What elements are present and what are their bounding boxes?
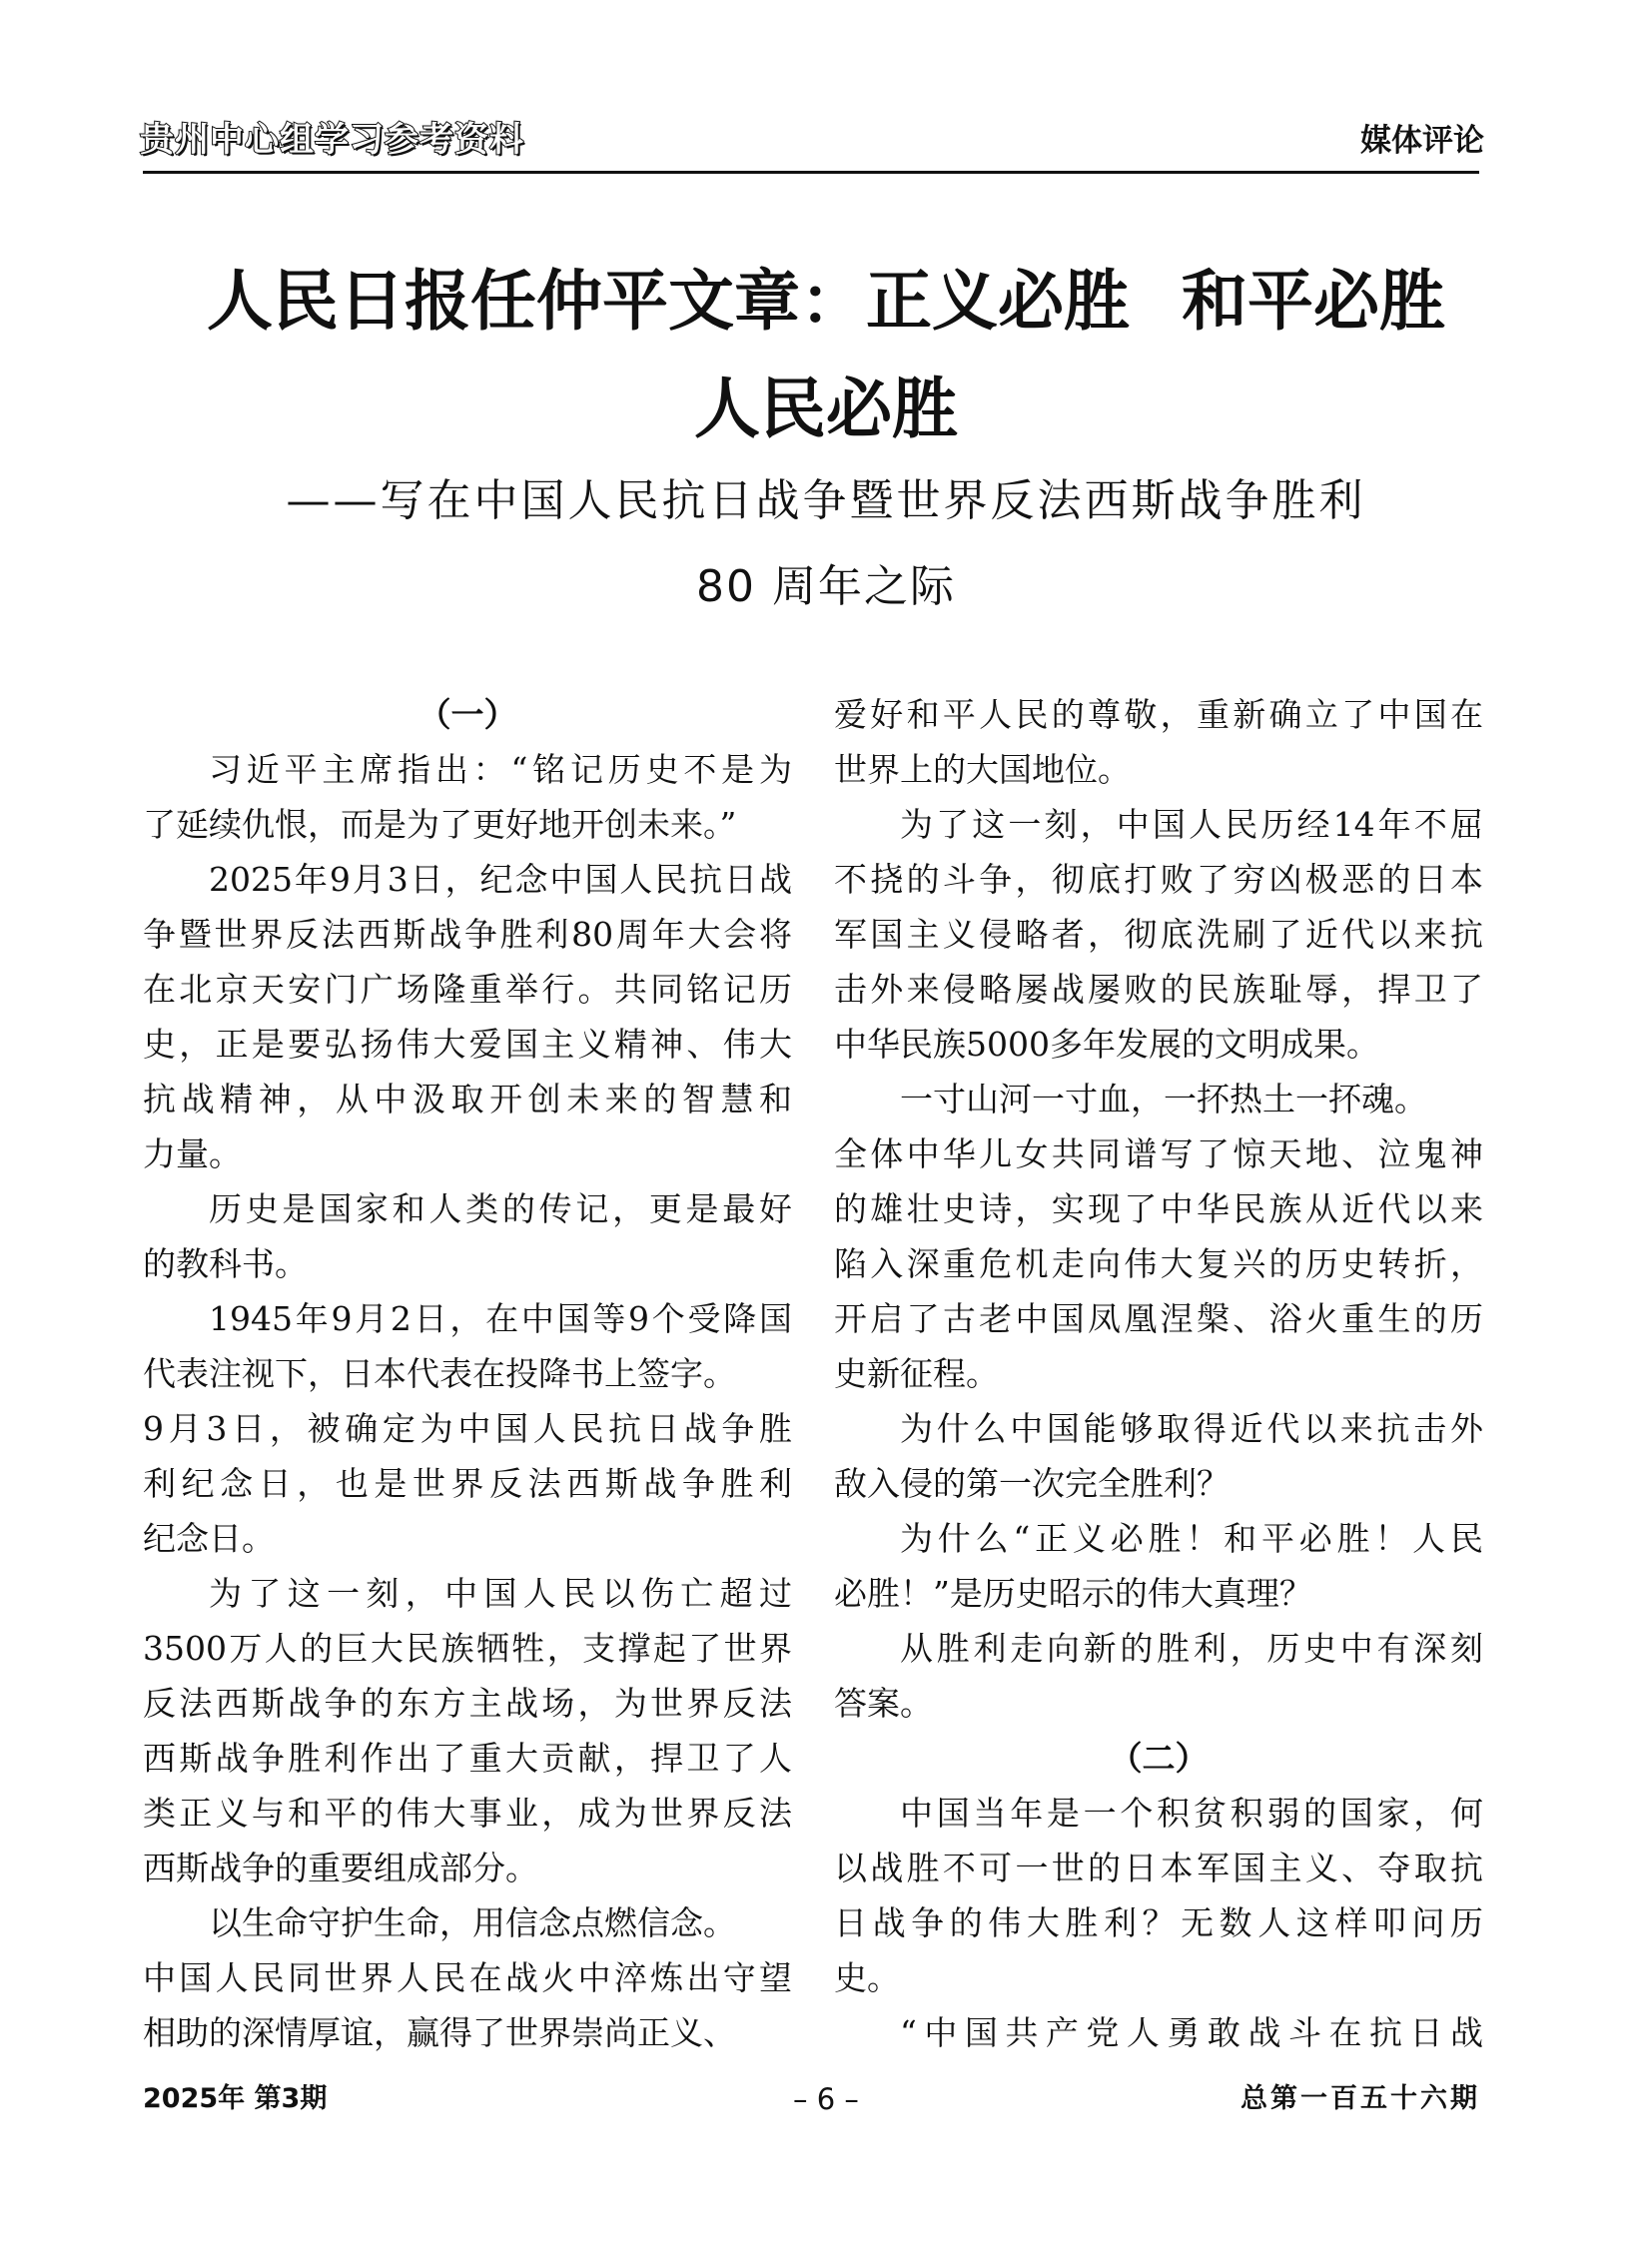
- body-line: 陷入深重危机走向伟大复兴的历史转折，: [834, 1244, 1483, 1283]
- body-line: 相助的深情厚谊，赢得了世界崇尚正义、: [143, 2013, 736, 2052]
- body-line: 击外来侵略屡战屡败的民族耻辱，捍卫了: [834, 970, 1483, 1009]
- body-line: 反法西斯战争的东方主战场，为世界反法: [143, 1684, 792, 1723]
- body-line: 军国主义侵略者，彻底洗刷了近代以来抗: [834, 915, 1483, 954]
- body-line: 了延续仇恨，而是为了更好地开创未来。”: [143, 805, 737, 844]
- article-title-line-1: [100, 262, 1552, 342]
- body-line: 答案。: [834, 1684, 933, 1723]
- body-line: 中华民族5000多年发展的文明成果。: [834, 1025, 1379, 1064]
- header-divider: [143, 171, 1479, 174]
- body-line: 西斯战争的重要组成部分。: [143, 1849, 538, 1887]
- body-line: 习近平主席指出：“铭记历史不是为: [209, 750, 792, 789]
- body-line: 中国当年是一个积贫积弱的国家，何: [900, 1794, 1483, 1833]
- body-line: 纪念日。: [143, 1519, 275, 1558]
- total-issue-number: 总第一百五十六期: [1240, 2083, 1480, 2114]
- body-line: 3500万人的巨大民族牺牲，支撑起了世界: [143, 1629, 792, 1668]
- article-title-line-2: 人民必胜: [694, 371, 958, 447]
- body-line: 全体中华儿女共同谱写了惊天地、泣鬼神: [834, 1134, 1483, 1173]
- body-line: 敌入侵的第一次完全胜利？: [834, 1464, 1230, 1503]
- body-line: 史。: [834, 1958, 900, 1997]
- body-line: 9月3日，被确定为中国人民抗日战争胜: [143, 1409, 792, 1448]
- body-line: 力量。: [143, 1134, 242, 1173]
- body-line: 从胜利走向新的胜利，历史中有深刻: [900, 1629, 1483, 1668]
- article-subtitle-line-1: ——写在中国人民抗日战争暨世界反法西斯战争胜利: [286, 475, 1366, 526]
- body-line: 为了这一刻，中国人民历经14年不屈: [900, 805, 1483, 844]
- body-line: 日战争的伟大胜利？无数人这样叩问历: [834, 1903, 1483, 1942]
- body-line: 代表注视下，日本代表在投降书上签字。: [143, 1354, 736, 1393]
- body-line: 中国人民同世界人民在战火中淬炼出守望: [143, 1958, 792, 1997]
- body-line: 利纪念日，也是世界反法西斯战争胜利: [143, 1464, 792, 1503]
- section-name: 媒体评论: [1360, 123, 1484, 159]
- body-line: 以战胜不可一世的日本军国主义、夺取抗: [834, 1849, 1483, 1887]
- article-title-part-b: 和平必胜: [1182, 263, 1445, 340]
- body-line: 类正义与和平的伟大事业，成为世界反法: [143, 1794, 792, 1833]
- body-line: 的教科书。: [143, 1244, 308, 1283]
- body-line: 在北京天安门广场隆重举行。共同铭记历: [143, 970, 792, 1009]
- article-title-part-a: 人民日报任仲平文章：正义必胜: [207, 263, 1130, 340]
- body-line: 一寸山河一寸血，一抔热土一抔魂。: [900, 1080, 1427, 1119]
- body-line: 为什么“正义必胜！和平必胜！人民: [900, 1519, 1483, 1558]
- body-line: 必胜！”是历史昭示的伟大真理？: [834, 1574, 1312, 1613]
- body-line: 2025年9月3日，纪念中国人民抗日战: [209, 860, 792, 899]
- section-heading-2: （二）: [1109, 1739, 1209, 1778]
- body-line: 为了这一刻，中国人民以伤亡超过: [209, 1574, 792, 1613]
- body-line: 历史是国家和人类的传记，更是最好: [209, 1189, 792, 1228]
- body-line: 争暨世界反法西斯战争胜利80周年大会将: [143, 915, 792, 954]
- article-subtitle-line-2: 80 周年之际: [696, 561, 956, 612]
- body-line: 世界上的大国地位。: [834, 750, 1131, 789]
- section-heading-1: （一）: [417, 695, 517, 734]
- body-line: 史新征程。: [834, 1354, 999, 1393]
- body-line: 以生命守护生命，用信念点燃信念。: [209, 1903, 736, 1942]
- body-line: 西斯战争胜利作出了重大贡献，捍卫了人: [143, 1739, 792, 1778]
- body-line: 1945年9月2日，在中国等9个受降国: [209, 1299, 792, 1338]
- body-line: 不挠的斗争，彻底打败了穷凶极恶的日本: [834, 860, 1483, 899]
- body-line: 爱好和平人民的尊敬，重新确立了中国在: [834, 695, 1483, 734]
- body-line: 的雄壮史诗，实现了中华民族从近代以来: [834, 1189, 1483, 1228]
- publication-name: 贵州中心组学习参考资料: [140, 120, 524, 160]
- left-column: [143, 687, 792, 2060]
- body-line: “中国共产党人勇敢战斗在抗日战: [900, 2013, 1483, 2052]
- body-line: 抗战精神，从中汲取开创未来的智慧和: [143, 1080, 792, 1119]
- right-column: [834, 687, 1483, 2060]
- body-line: 为什么中国能够取得近代以来抗击外: [900, 1409, 1483, 1448]
- body-line: 开启了古老中国凤凰涅槃、浴火重生的历: [834, 1299, 1483, 1338]
- page-number: – 6 –: [793, 2082, 859, 2116]
- issue-number: 2025年 第3期: [143, 2083, 328, 2114]
- body-line: 史，正是要弘扬伟大爱国主义精神、伟大: [143, 1025, 792, 1064]
